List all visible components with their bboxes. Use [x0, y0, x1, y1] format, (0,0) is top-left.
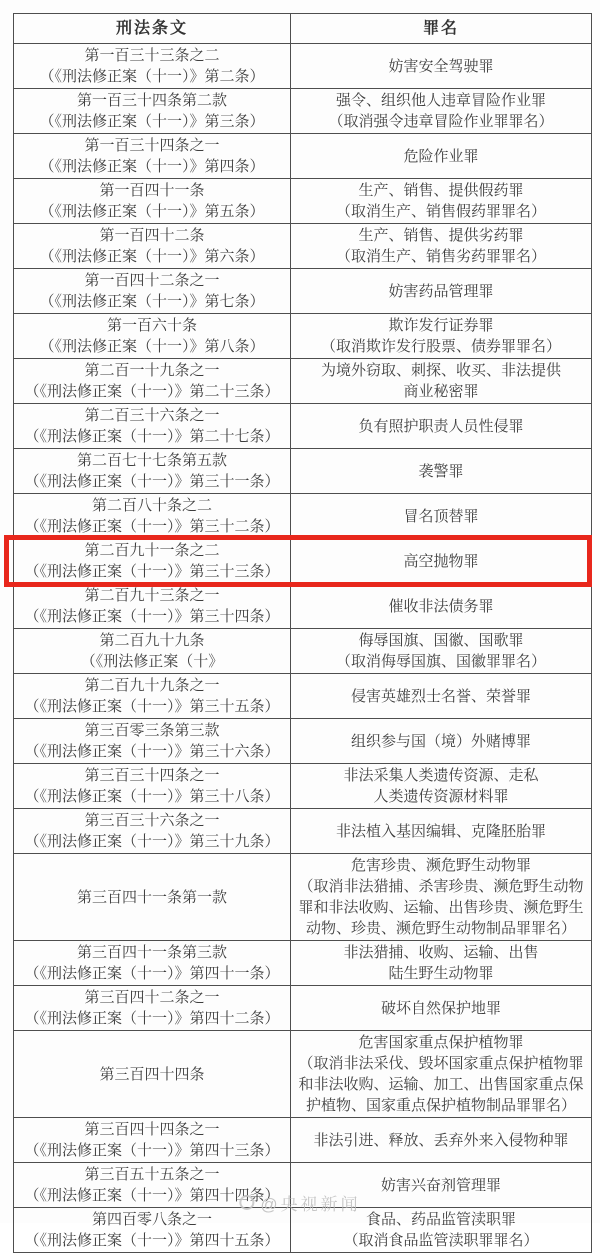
- text-line: 第二百七十七条第五款: [76, 452, 227, 469]
- text-line: （《刑法修正案（十一）》第八条）: [39, 338, 265, 355]
- crime-cell: [291, 719, 592, 764]
- text-line: 非法引进、释放、丢弃外来入侵物种罪: [313, 1131, 569, 1149]
- article-cell: [14, 986, 291, 1031]
- table-row: [14, 629, 592, 674]
- text-line: 非法植入基因编辑、克隆胚胎罪: [335, 822, 546, 840]
- cctv-logo-icon: [239, 1195, 254, 1210]
- text-line: 商业秘密罪: [403, 383, 479, 400]
- text-line: 第一百四十一条: [99, 182, 205, 199]
- text-line: 袭警罪: [418, 462, 464, 480]
- article-cell: [14, 674, 291, 719]
- article-cell: [14, 764, 291, 809]
- text-line: 第二百九十九条: [99, 632, 205, 649]
- text-line: （《刑法修正案（十》: [80, 653, 224, 670]
- text-line: （《刑法修正案（十一）》第四十三条）: [24, 1142, 280, 1159]
- watermark-text: @央视新闻: [260, 1195, 361, 1214]
- text-line: 为境外窃取、刺探、收买、非法提供: [320, 362, 561, 379]
- text-line: 第二百三十六条之一: [84, 407, 220, 424]
- table-row: [14, 941, 592, 986]
- article-cell: [14, 359, 291, 404]
- text-line: （取消非法猎捕、杀害珍贵、濒危野生动物: [298, 878, 584, 895]
- text-line: 第二百九十一条之二: [84, 542, 220, 559]
- text-line: 和非法收购、运输、加工、出售国家重点保: [298, 1076, 584, 1093]
- text-line: 第二百八十条之二: [91, 497, 212, 514]
- crime-cell: [291, 809, 592, 854]
- table-row: [14, 89, 592, 134]
- text-line: 生产、销售、提供假药罪: [358, 182, 524, 199]
- law-crime-table: [13, 13, 592, 1253]
- crime-cell: [291, 539, 592, 584]
- crime-cell: [291, 764, 592, 809]
- table-row: [14, 584, 592, 629]
- text-line: 强令、组织他人违章冒险作业罪: [335, 92, 546, 109]
- article-cell: [14, 44, 291, 89]
- crime-cell: [291, 941, 592, 986]
- text-line: 第一百四十二条之一: [84, 272, 220, 289]
- article-cell: [14, 1118, 291, 1163]
- text-line: 第一百六十条: [106, 317, 197, 334]
- crime-cell: [291, 449, 592, 494]
- text-line: （《刑法修正案（十一）》第三十二条）: [24, 518, 280, 535]
- text-line: 陆生野生动物罪: [388, 965, 494, 982]
- text-line: 第二百九十九条之一: [84, 677, 220, 694]
- text-line: 生产、销售、提供劣药罪: [358, 227, 524, 244]
- text-line: （取消欺诈发行股票、债券罪罪名）: [320, 338, 561, 355]
- article-cell: [14, 584, 291, 629]
- table-row-highlighted: [14, 539, 592, 584]
- article-cell: [14, 809, 291, 854]
- text-line: 妨害兴奋剂管理罪: [380, 1176, 501, 1194]
- article-cell: [14, 1031, 291, 1118]
- text-line: 第一百三十三条之二: [84, 47, 220, 64]
- text-line: 第三百四十一条第三款: [76, 944, 227, 961]
- text-line: 妨害药品管理罪: [388, 282, 494, 300]
- text-line: 第一百三十四条之一: [84, 137, 220, 154]
- column-header-crime: 罪名: [291, 14, 592, 44]
- text-line: 护植物、国家重点保护植物制品罪罪名）: [305, 1097, 576, 1114]
- text-line: 破坏自然保护地罪: [380, 999, 501, 1017]
- text-line: 冒名顶替罪: [403, 507, 479, 525]
- text-line: （《刑法修正案（十一）》第四十五条）: [24, 1232, 280, 1249]
- crime-cell: [291, 179, 592, 224]
- crime-cell: [291, 269, 592, 314]
- text-line: （《刑法修正案（十一）》第三十九条）: [24, 833, 280, 850]
- crime-cell: [291, 629, 592, 674]
- table-row: [14, 359, 592, 404]
- text-line: （《刑法修正案（十一）》第四十一条）: [24, 965, 280, 982]
- text-line: 侵害英雄烈士名誉、荣誉罪: [350, 687, 531, 705]
- article-cell: [14, 269, 291, 314]
- crime-cell: [291, 494, 592, 539]
- text-line: 第三百四十一条第一款: [76, 888, 227, 906]
- table-row: [14, 134, 592, 179]
- text-line: 第二百九十三条之一: [84, 587, 220, 604]
- text-line: 第三百四十二条之一: [84, 989, 220, 1006]
- crime-cell: [291, 89, 592, 134]
- table-row: [14, 1031, 592, 1118]
- table-row: [14, 224, 592, 269]
- column-header-article: 刑法条文: [14, 14, 291, 44]
- text-line: 催收非法债务罪: [388, 597, 494, 615]
- table-row: [14, 809, 592, 854]
- text-line: （取消非法采伐、毁坏国家重点保护植物罪: [298, 1055, 584, 1072]
- table-row: [14, 719, 592, 764]
- text-line: （《刑法修正案（十一）》第三十八条）: [24, 788, 280, 805]
- text-line: 妨害安全驾驶罪: [388, 57, 494, 75]
- crime-cell: [291, 1118, 592, 1163]
- article-cell: [14, 629, 291, 674]
- table-row: [14, 179, 592, 224]
- table-row: [14, 449, 592, 494]
- text-line: 高空抛物罪: [403, 552, 479, 570]
- table-row: [14, 1118, 592, 1163]
- text-line: 负有照护职责人员性侵罪: [358, 417, 524, 435]
- text-line: 第三百五十五条之一: [84, 1166, 220, 1183]
- crime-cell: [291, 584, 592, 629]
- header-row: [14, 14, 592, 44]
- text-line: （取消生产、销售假药罪罪名）: [335, 203, 546, 220]
- text-line: （《刑法修正案（十一）》第二十七条）: [24, 428, 280, 445]
- text-line: 第一百四十二条: [99, 227, 205, 244]
- text-line: （《刑法修正案（十一）》第四十四条）: [24, 1187, 280, 1204]
- crime-cell: [291, 359, 592, 404]
- table-row: [14, 44, 592, 89]
- article-cell: [14, 134, 291, 179]
- article-cell: [14, 179, 291, 224]
- article-cell: [14, 404, 291, 449]
- crime-cell: [291, 314, 592, 359]
- text-line: （《刑法修正案（十一）》第二条）: [39, 68, 265, 85]
- text-line: （《刑法修正案（十一）》第七条）: [39, 293, 265, 310]
- text-line: （《刑法修正案（十一）》第四十二条）: [24, 1010, 280, 1027]
- text-line: （《刑法修正案（十一）》第二十三条）: [24, 383, 280, 400]
- text-line: （取消食品监管渎职罪罪名）: [343, 1232, 539, 1249]
- text-line: 非法猎捕、收购、运输、出售: [343, 944, 539, 961]
- table-row: [14, 269, 592, 314]
- crime-cell: [291, 404, 592, 449]
- text-line: 危险作业罪: [403, 147, 479, 165]
- text-line: （《刑法修正案（十一）》第三十五条）: [24, 698, 280, 715]
- text-line: （《刑法修正案（十一）》第三十四条）: [24, 608, 280, 625]
- text-line: （《刑法修正案（十一）》第三十三条）: [24, 563, 280, 580]
- text-line: 第三百三十六条之一: [84, 812, 220, 829]
- text-line: 组织参与国（境）外赌博罪: [350, 732, 531, 750]
- article-cell: [14, 449, 291, 494]
- crime-cell: [291, 674, 592, 719]
- text-line: （《刑法修正案（十一）》第三十一条）: [24, 473, 280, 490]
- text-line: 第四百零八条之一: [91, 1211, 212, 1228]
- article-cell: [14, 314, 291, 359]
- table-row: [14, 494, 592, 539]
- table-row: [14, 314, 592, 359]
- text-line: 欺诈发行证券罪: [388, 317, 494, 334]
- crime-cell: [291, 1031, 592, 1118]
- table-row: [14, 764, 592, 809]
- text-line: （《刑法修正案（十一）》第四条）: [39, 158, 265, 175]
- crime-cell: [291, 224, 592, 269]
- article-cell: [14, 539, 291, 584]
- text-line: 危害珍贵、濒危野生动物罪: [350, 857, 531, 874]
- text-line: 危害国家重点保护植物罪: [358, 1034, 524, 1051]
- article-cell: [14, 941, 291, 986]
- text-line: （《刑法修正案（十一）》第六条）: [39, 248, 265, 265]
- text-line: 第三百三十四条之一: [84, 767, 220, 784]
- text-line: 第三百四十四条: [99, 1065, 205, 1083]
- article-cell: [14, 224, 291, 269]
- text-line: 第二百一十九条之一: [84, 362, 220, 379]
- text-line: （《刑法修正案（十一）》第三条）: [39, 113, 265, 130]
- article-cell: [14, 494, 291, 539]
- text-line: 食品、药品监管渎职罪: [365, 1211, 516, 1228]
- article-cell: [14, 89, 291, 134]
- table-row: [14, 986, 592, 1031]
- table-row: [14, 854, 592, 941]
- text-line: 人类遗传资源材料罪: [373, 788, 509, 805]
- text-line: （《刑法修正案（十一）》第三十六条）: [24, 743, 280, 760]
- watermark: [239, 1190, 360, 1215]
- crime-cell: [291, 44, 592, 89]
- text-line: 侮辱国旗、国徽、国歌罪: [358, 632, 524, 649]
- text-line: （取消强令违章冒险作业罪罪名）: [328, 113, 554, 130]
- text-line: 第一百三十四条第二款: [76, 92, 227, 109]
- text-line: （取消侮辱国旗、国徽罪罪名）: [335, 653, 546, 670]
- text-line: 罪和非法收购、运输、出售珍贵、濒危野生: [298, 899, 584, 916]
- text-line: 第三百四十四条之一: [84, 1121, 220, 1138]
- crime-cell: [291, 854, 592, 941]
- text-line: （《刑法修正案（十一）》第五条）: [39, 203, 265, 220]
- article-cell: [14, 854, 291, 941]
- text-line: 非法采集人类遗传资源、走私: [343, 767, 539, 784]
- text-line: 第三百零三条第三款: [84, 722, 220, 739]
- table-row: [14, 674, 592, 719]
- table-row: [14, 404, 592, 449]
- text-line: 动物、珍贵、濒危野生动物制品罪罪名）: [305, 920, 576, 937]
- article-cell: [14, 719, 291, 764]
- crime-cell: [291, 134, 592, 179]
- text-line: （取消生产、销售劣药罪罪名）: [335, 248, 546, 265]
- crime-cell: [291, 986, 592, 1031]
